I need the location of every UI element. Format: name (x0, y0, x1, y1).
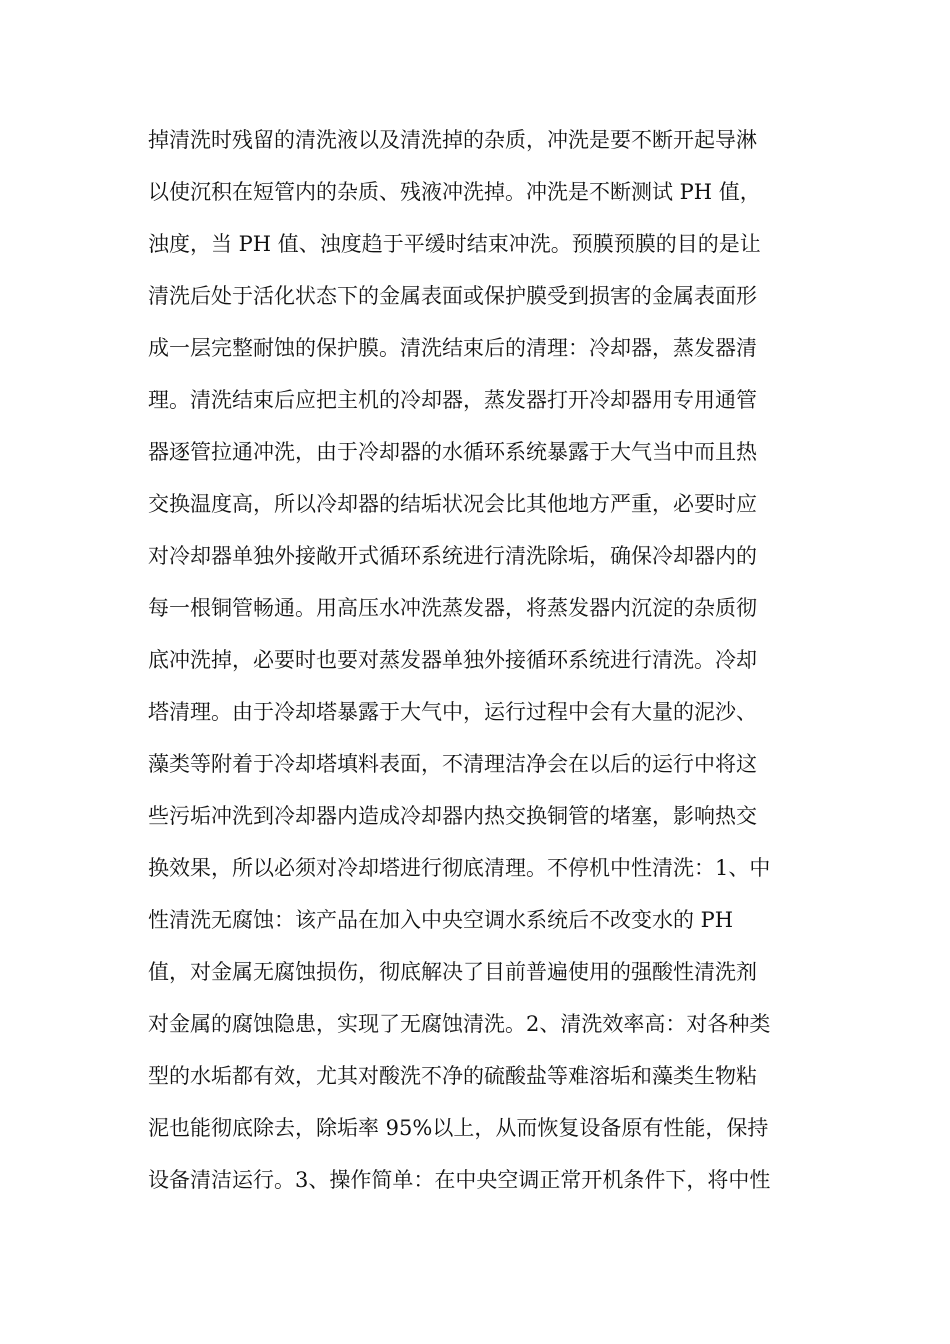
text-line: 每一根铜管畅通。用高压水冲洗蒸发器，将蒸发器内沉淀的杂质彻 (148, 596, 757, 620)
text-line: 以使沉积在短管内的杂质、残液冲洗掉。冲洗是不断测试 PH 值， (148, 180, 761, 204)
text-line: 型的水垢都有效，尤其对酸洗不净的硫酸盐等难溶垢和藻类生物粘 (148, 1064, 757, 1088)
text-line: 塔清理。由于冷却塔暴露于大气中，运行过程中会有大量的泥沙、 (148, 700, 757, 724)
text-line: 泥也能彻底除去，除垢率 95%以上，从而恢复设备原有性能，保持 (148, 1116, 769, 1140)
text-line: 性清洗无腐蚀：该产品在加入中央空调水系统后不改变水的 PH (148, 908, 734, 932)
text-line: 对冷却器单独外接敞开式循环系统进行清洗除垢，确保冷却器内的 (148, 544, 757, 568)
text-line: 设备清洁运行。3、操作简单：在中央空调正常开机条件下，将中性 (148, 1168, 771, 1192)
text-line: 成一层完整耐蚀的保护膜。清洗结束后的清理：冷却器，蒸发器清 (148, 336, 757, 360)
text-line: 藻类等附着于冷却塔填料表面，不清理洁净会在以后的运行中将这 (148, 752, 757, 776)
text-line: 值，对金属无腐蚀损伤，彻底解决了目前普遍使用的强酸性清洗剂 (148, 960, 757, 984)
text-line: 器逐管拉通冲洗，由于冷却器的水循环系统暴露于大气当中而且热 (148, 440, 757, 464)
text-line: 理。清洗结束后应把主机的冷却器，蒸发器打开冷却器用专用通管 (148, 388, 757, 412)
text-line: 对金属的腐蚀隐患，实现了无腐蚀清洗。2、清洗效率高：对各种类 (148, 1012, 771, 1036)
text-line: 交换温度高，所以冷却器的结垢状况会比其他地方严重，必要时应 (148, 492, 757, 516)
text-line: 底冲洗掉，必要时也要对蒸发器单独外接循环系统进行清洗。冷却 (148, 648, 757, 672)
text-line: 清洗后处于活化状态下的金属表面或保护膜受到损害的金属表面形 (148, 284, 757, 308)
text-line: 些污垢冲洗到冷却器内造成冷却器内热交换铜管的堵塞，影响热交 (148, 804, 757, 828)
text-line: 浊度，当 PH 值、浊度趋于平缓时结束冲洗。预膜预膜的目的是让 (148, 232, 761, 256)
body-text (148, 117, 818, 1209)
text-line: 换效果，所以必须对冷却塔进行彻底清理。不停机中性清洗：1、中 (148, 856, 771, 880)
text-line: 掉清洗时残留的清洗液以及清洗掉的杂质，冲洗是要不断开起导淋 (148, 128, 757, 152)
